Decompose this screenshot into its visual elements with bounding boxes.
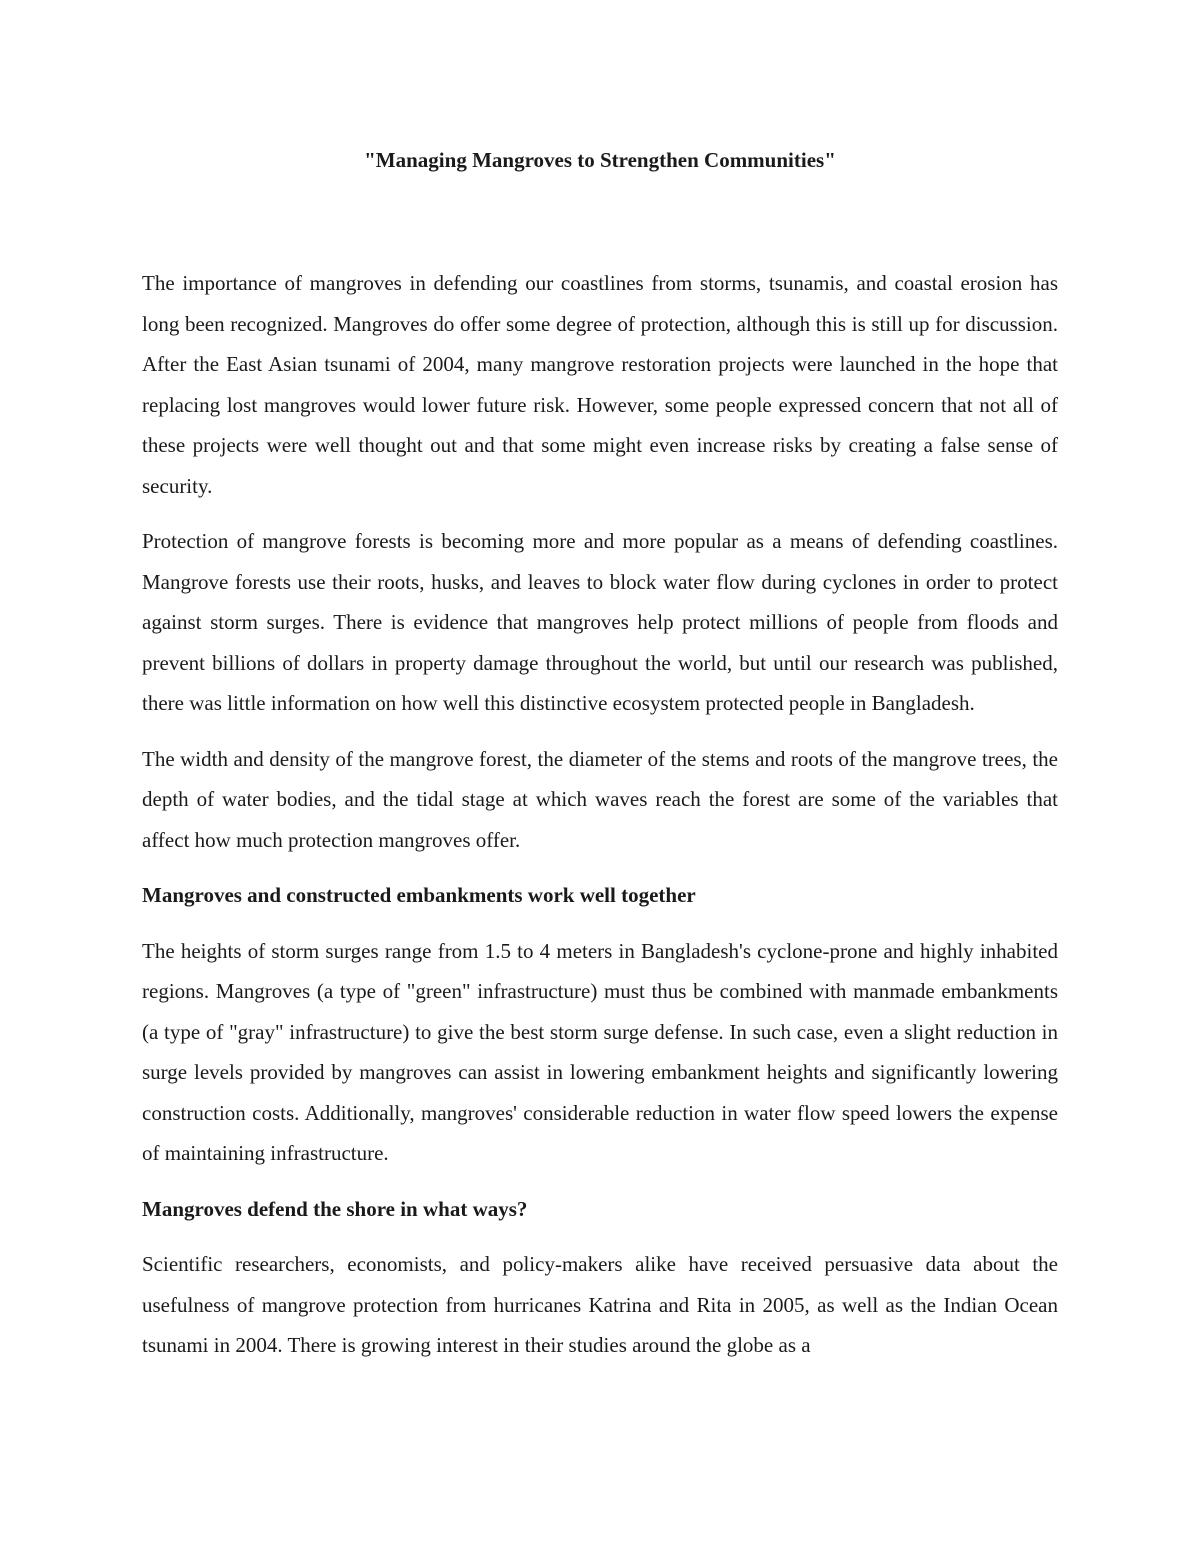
paragraph-protection: Protection of mangrove forests is becoming more and more popular as a means of defending coastlines. Mangrove forests use their roots, husks, and leaves to block water flow during cyclones in order to protect against storm surges. There is evidence that mangroves help protect millions of people from floods and prevent billions of dollars in property damage throughout the world, but until our research was published, there was little information on how well this distinctive ecosystem protected people in Bangladesh. xyxy=(142,529,1058,715)
paragraph-embankments: The heights of storm surges range from 1.5 to 4 meters in Bangladesh's cyclone-prone and highly inhabited regions. Mangroves (a type of "green" infrastructure) must thus be combined with manmade embankments (a type of "gray" infrastructure) to give the best storm surge defense. In such case, even a slight reduction in surge levels provided by mangroves can assist in lowering embankment heights and significantly lowering construction costs. Additionally, mangroves' considerable reduction in water flow speed lowers the expense of maintaining infrastructure. xyxy=(142,938,1058,1165)
section-heading-shore-defense: Mangroves defend the shore in what ways? xyxy=(142,1196,528,1221)
paragraph-variables: The width and density of the mangrove forest, the diameter of the stems and roots of the mangrove trees, the depth of water bodies, and the tidal stage at which waves reach the forest are some of the variables that affect how much protection mangroves offer. xyxy=(142,746,1058,852)
document-title: "Managing Mangroves to Strengthen Communities" xyxy=(364,148,836,172)
paragraph-shore-defense: Scientific researchers, economists, and policy-makers alike have received persuasive data about the usefulness of mangrove protection from hurricanes Katrina and Rita in 2005, as well as the Indian Ocean tsunami in 2004. There is growing interest in their studies around the globe as a xyxy=(142,1252,1058,1357)
section-heading-embankments: Mangroves and constructed embankments work well together xyxy=(142,883,696,907)
document-body xyxy=(142,143,1058,1381)
paragraph-intro: The importance of mangroves in defending our coastlines from storms, tsunamis, and coastal erosion has long been recognized. Mangroves do offer some degree of protection, although this is still up for discussion. After the East Asian tsunami of 2004, many mangrove restoration projects were launched in the hope that replacing lost mangroves would lower future risk. However, some people expressed concern that not all of these projects were well thought out and that some might even increase risks by creating a false sense of security. xyxy=(142,271,1058,498)
